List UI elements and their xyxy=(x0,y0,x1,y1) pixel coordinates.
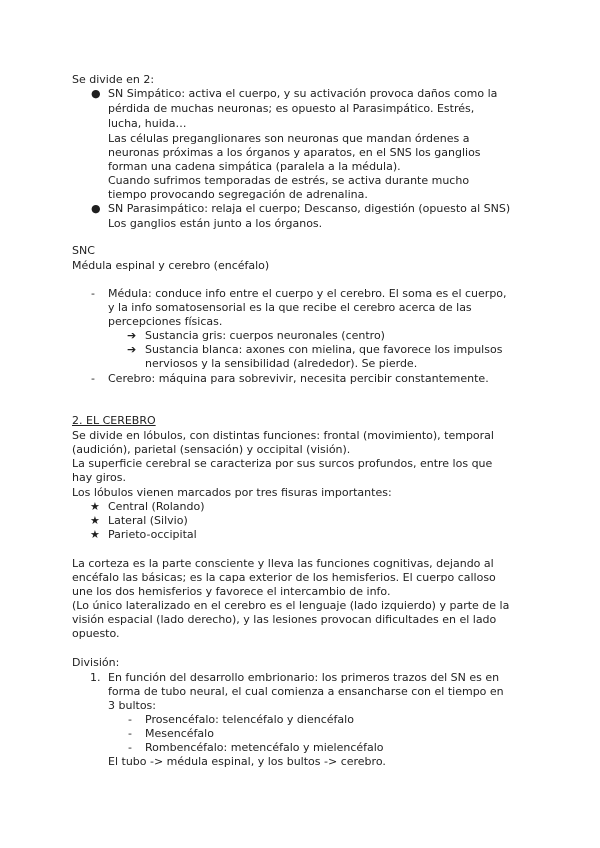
section-heading: 2. EL CEREBRO xyxy=(72,414,156,427)
star-icon: ★ xyxy=(90,528,100,541)
section-subtitle: Médula espinal y cerebro (encéfalo) xyxy=(72,259,270,272)
text-line: tiempo provocando segregación de adrenalina. xyxy=(108,188,368,201)
section-heading: SNC xyxy=(72,244,95,257)
star-icon: ★ xyxy=(90,500,100,513)
text-line: visión espacial (lado derecho), y las lesiones provocan dificultades en el lado xyxy=(72,613,497,626)
text-line: La superficie cerebral se caracteriza por sus surcos profundos, entre los que xyxy=(72,457,493,470)
text-line: neuronas próximas a los órganos y aparatos, en el SNS los ganglios xyxy=(108,146,481,159)
text-line: lucha, huida… xyxy=(108,117,187,130)
text-line: (audición), parietal (sensación) y occipital (visión). xyxy=(72,443,351,456)
text-line: Se divide en lóbulos, con distintas funciones: frontal (movimiento), temporal xyxy=(72,429,494,442)
dash-marker: - xyxy=(128,713,132,726)
list-item: Parieto-occipital xyxy=(108,528,197,541)
text-line: pérdida de muchas neuronas; es opuesto al Parasimpático. Estrés, xyxy=(108,102,475,115)
text-line: Sustancia blanca: axones con mielina, que favorece los impulsos xyxy=(145,343,503,356)
text-line: 3 bultos: xyxy=(108,699,156,712)
list-item: Lateral (Silvio) xyxy=(108,514,188,527)
text-line: une los dos hemisferios y favorece el intercambio de info. xyxy=(72,585,391,598)
text-line: Los lóbulos vienen marcados por tres fisuras importantes: xyxy=(72,486,392,499)
text-line: Médula: conduce info entre el cuerpo y el cerebro. El soma es el cuerpo, xyxy=(108,287,507,300)
text-line: SN Simpático: activa el cuerpo, y su activación provoca daños como la xyxy=(108,87,498,100)
text-line: Cuando sufrimos temporadas de estrés, se activa durante mucho xyxy=(108,174,470,187)
text-line: Cerebro: máquina para sobrevivir, necesita percibir constantemente. xyxy=(108,372,489,385)
text-line: SN Parasimpático: relaja el cuerpo; Descanso, digestión (opuesto al SNS) xyxy=(108,202,511,215)
bullet-icon: ● xyxy=(91,202,101,215)
text-line: (Lo único lateralizado en el cerebro es el lenguaje (lado izquierdo) y parte de la xyxy=(72,599,510,612)
text-line: encéfalo las básicas; es la capa exterior de los hemisferios. El cuerpo calloso xyxy=(72,571,496,584)
text-line: Las células preganglionares son neuronas que mandan órdenes a xyxy=(108,132,470,145)
text-line: El tubo -> médula espinal, y los bultos -> cerebro. xyxy=(108,755,386,768)
list-number: 1. xyxy=(90,671,101,684)
text-line: percepciones físicas. xyxy=(108,315,223,328)
text-line: forma de tubo neural, el cual comienza a ensancharse con el tiempo en xyxy=(108,685,504,698)
text-line: hay giros. xyxy=(72,471,126,484)
text-line: y la info somatosensorial es la que recibe el cerebro acerca de las xyxy=(108,301,472,314)
intro-text: Se divide en 2: xyxy=(72,73,155,86)
list-item: Central (Rolando) xyxy=(108,500,205,513)
dash-marker: - xyxy=(91,372,95,385)
list-item: Mesencéfalo xyxy=(145,727,214,740)
arrow-icon: ➔ xyxy=(127,343,137,356)
text-line: Los ganglios están junto a los órganos. xyxy=(108,217,323,230)
text-line: En función del desarrollo embrionario: los primeros trazos del SN es en xyxy=(108,671,500,684)
dash-marker: - xyxy=(91,287,95,300)
text-line: forman una cadena simpática (paralela a la médula). xyxy=(108,160,401,173)
bullet-icon: ● xyxy=(91,87,101,100)
section-heading: División: xyxy=(72,656,120,669)
list-item: Rombencéfalo: metencéfalo y mielencéfalo xyxy=(145,741,384,754)
list-item: Prosencéfalo: telencéfalo y diencéfalo xyxy=(145,713,354,726)
text-line: Sustancia gris: cuerpos neuronales (centro) xyxy=(145,329,385,342)
text-line: La corteza es la parte consciente y lleva las funciones cognitivas, dejando al xyxy=(72,557,494,570)
text-line: opuesto. xyxy=(72,627,120,640)
dash-marker: - xyxy=(128,741,132,754)
arrow-icon: ➔ xyxy=(127,329,137,342)
dash-marker: - xyxy=(128,727,132,740)
star-icon: ★ xyxy=(90,514,100,527)
text-line: nerviosos y la sensibilidad (alrededor). Se pierde. xyxy=(145,357,418,370)
